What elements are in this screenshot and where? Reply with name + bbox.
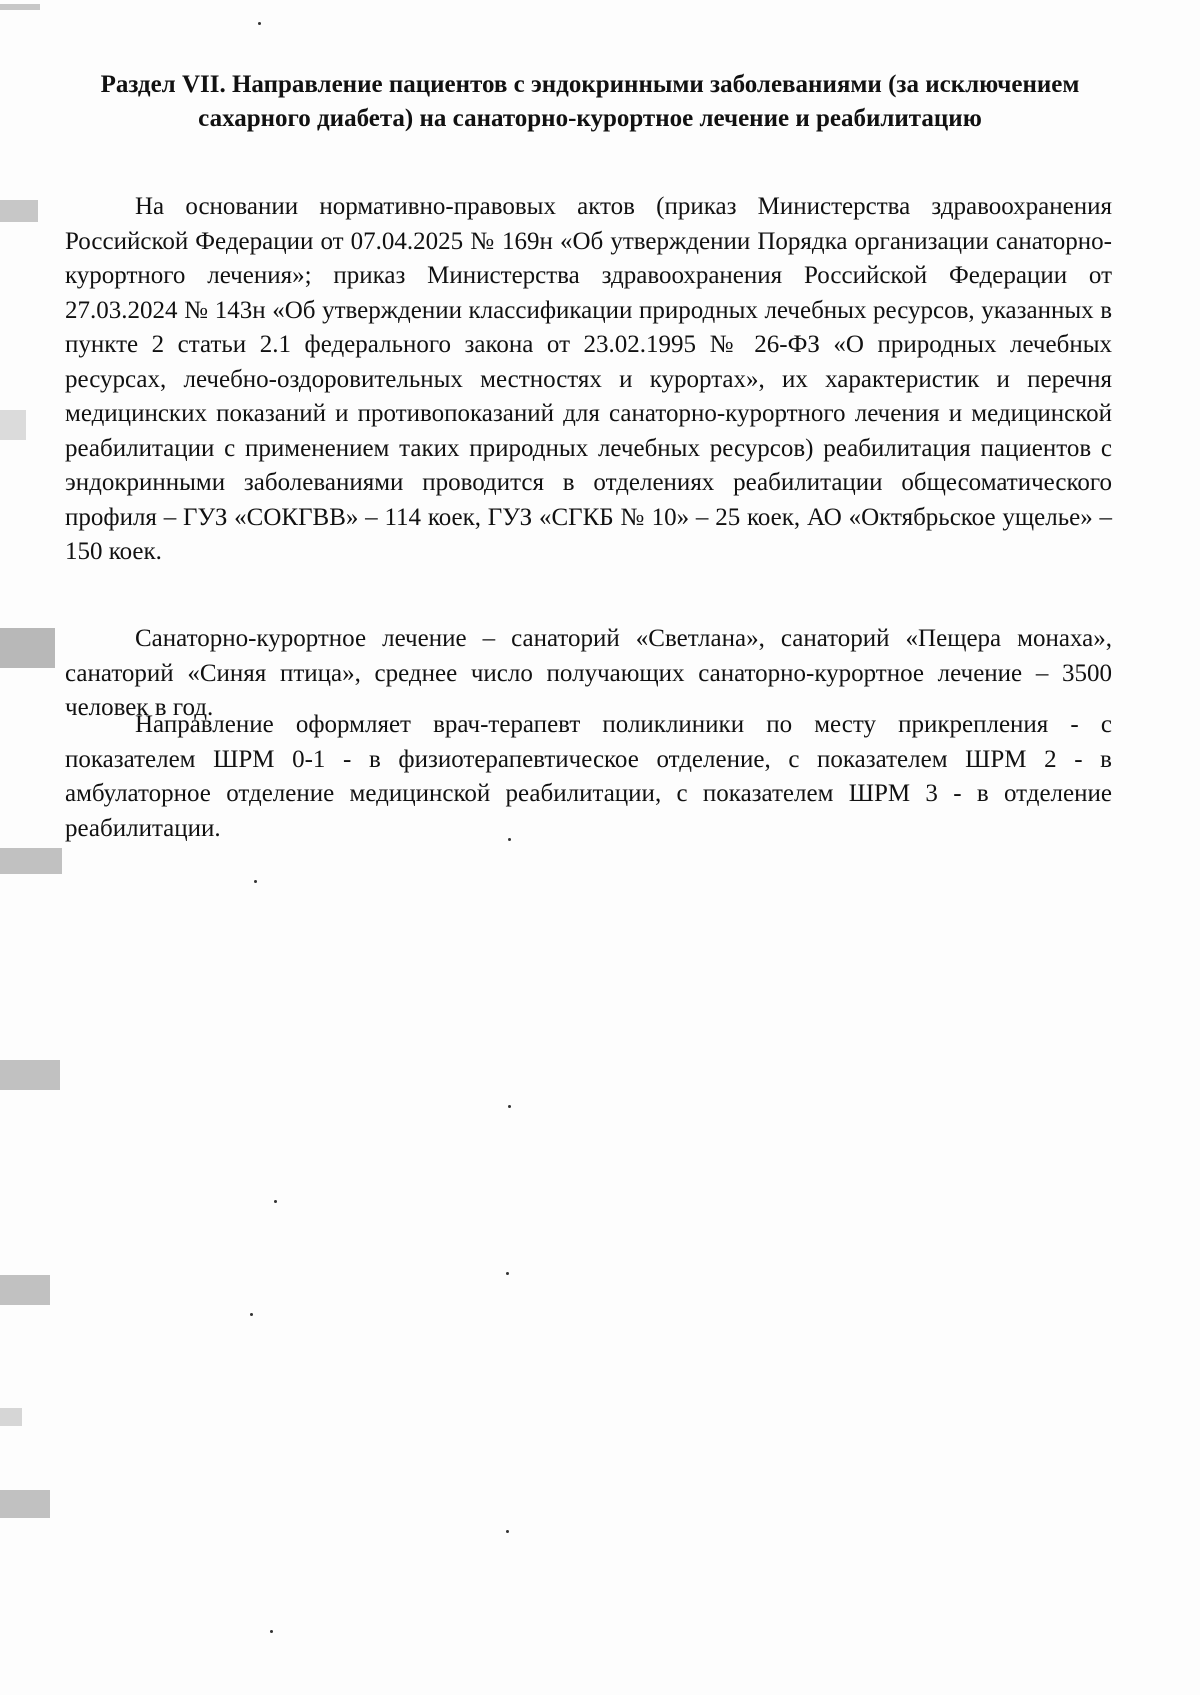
paragraph-referral: Направление оформляет врач-терапевт поликлиники по месту прикрепления - с показателем ШРМ 0-1 - в физиотерапевтическое отделение, с показателем ШРМ 2 - в амбулаторное отделение медицинской реабилитации, с показателем ШРМ 3 - в отделение реабилитации. bbox=[65, 711, 1112, 842]
scan-dot bbox=[274, 1200, 277, 1203]
scan-artifact bbox=[0, 1060, 60, 1090]
scan-dot bbox=[254, 880, 257, 883]
scan-artifact bbox=[0, 200, 38, 222]
paragraph-legal-basis: На основании нормативно-правовых актов (приказ Министерства здравоохранения Российской Федерации от 07.04.2025 № 169н «Об утверждении Порядка организации санаторно-курортного лечения»; приказ Министерства здравоохранения Российской Федерации от 27.03.2024 № 143н «Об утверждении классификации природных лечебных ресурсов, указанных в пункте 2 статьи 2.1 федерального закона от 23.02.1995 № 26-ФЗ «О природных лечебных ресурсах, лечебно-оздоровительных местностях и курортах», их характеристик и перечня медицинских показаний и противопоказаний для санаторно-курортного лечения и медицинской реабилитации с применением таких природных лечебных ресурсов) реабилитация пациентов с эндокринными заболеваниями проводится в отделениях реабилитации общесоматического профиля – ГУЗ «СОКГВВ» – 114 коек, ГУЗ «СГКБ № 10» – 25 коек, АО «Октябрьское ущелье» – 150 коек. bbox=[65, 193, 1112, 565]
section-title: Раздел VII. Направление пациентов с эндокринными заболеваниями (за исключением сахарного диабета) на санаторно-курортное лечение и реабилитацию bbox=[100, 71, 1080, 132]
paragraph-sanatorium-treatment: Санаторно-курортное лечение – санаторий «Светлана», санаторий «Пещера монаха», санаторий «Синяя птица», среднее число получающих санаторно-курортное лечение – 3500 человек в год. bbox=[65, 625, 1112, 721]
scan-artifact bbox=[0, 1275, 50, 1305]
scan-artifact bbox=[0, 1490, 50, 1518]
scan-dot bbox=[250, 1313, 253, 1316]
scan-artifact bbox=[0, 410, 26, 440]
scan-artifact bbox=[0, 628, 55, 668]
scan-dot bbox=[508, 1105, 511, 1108]
scan-dot bbox=[506, 1272, 509, 1275]
scan-artifact bbox=[0, 1408, 22, 1426]
scan-artifact bbox=[0, 848, 62, 874]
scan-dot bbox=[258, 22, 261, 25]
scan-dot bbox=[270, 1630, 273, 1633]
scan-artifact bbox=[0, 4, 40, 10]
scan-dot bbox=[506, 1530, 509, 1533]
